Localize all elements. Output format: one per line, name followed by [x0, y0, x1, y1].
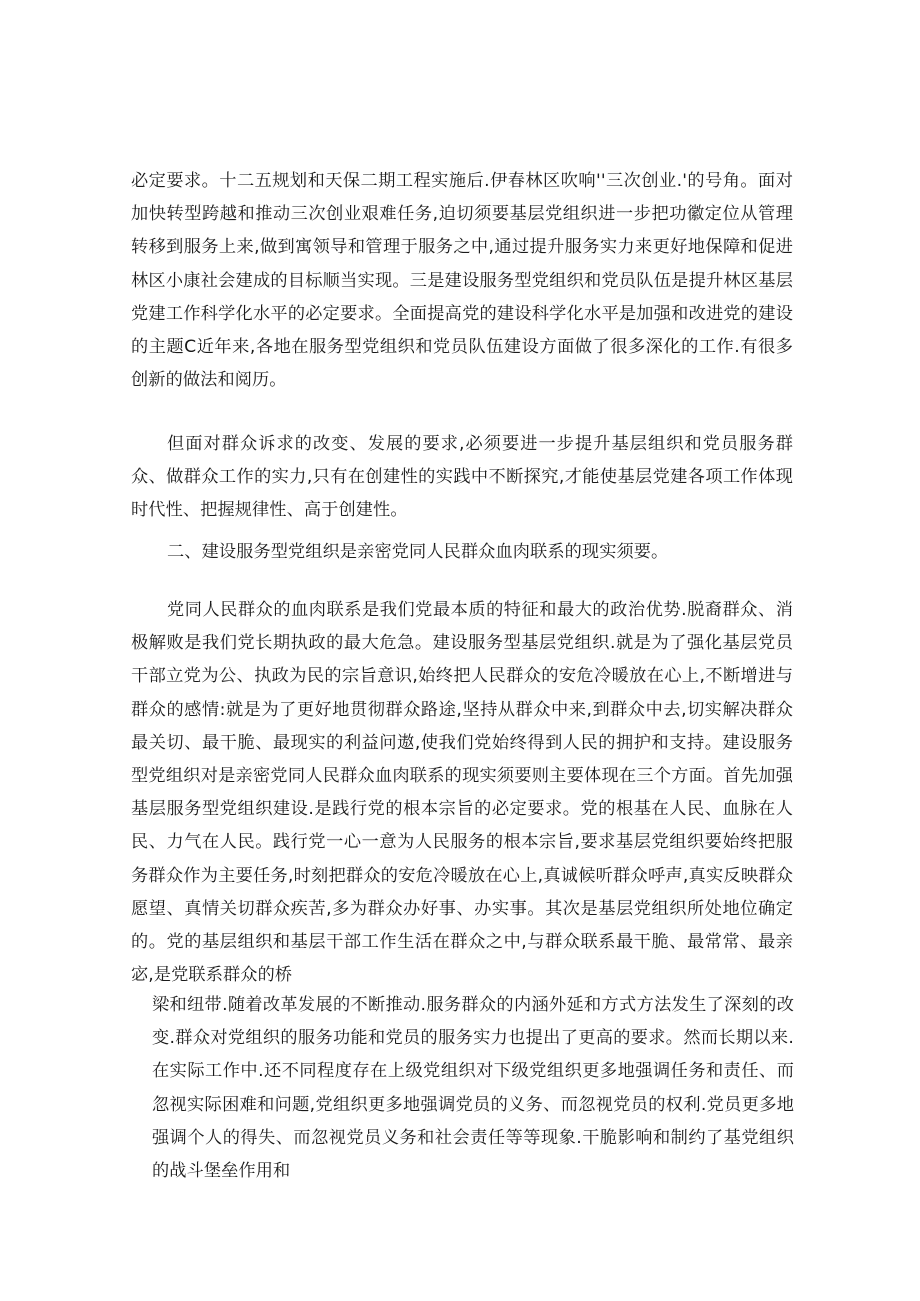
section-heading: 二、建设服务型党组织是亲密党同人民群众血肉联系的现实须要。 [167, 542, 669, 562]
paragraph-group-service: 但面对群众诉求的改变、发展的要求,必须要进一步提升基层组织和党员服务群众、做群众工作的实力,只有在创建性的实践中不断探究,才能使基层党建各项工作体现时代性、把握规律性、高于创建性。 [131, 434, 793, 521]
paragraph-continuation: 必定要求。十二五规划和天保二期工程实施后.伊春林区吹响''三次创业.'的号角。面对加快转型跨越和推动三次创业艰难任务,迫切须要基层党组织进一步把功徽定位从管理转移到服务上来,做到寓领导和管理于服务之中,通过提升服务实力来更好地保障和促进林区小康社会建成的目标顺当实现。三是建设服务型党组织和党员队伍是提升林区基层党建工作科学化水平的必定要求。全面提高党的建设科学化水平是加强和改进党的建设的主题C近年来,各地在服务型党组织和党员队伍建设方面做了很多深化的工作.有很多创新的做法和阅历。 [131, 171, 793, 391]
paragraph-party-people-link: 党同人民群众的血肉联系是我们党最本质的特征和最大的政治优势.脱裔群众、消极解败是我们党长期执政的最大危急。建设服务型基层党组织.就是为了强化基层党员干部立党为公、执政为民的宗旨意识,始终把人民群众的安危冷暖放在心上,不断增进与群众的感情:就是为了更好地贯彻群众路途,坚持从群众中来,到群众中去,切实解决群众最关切、最干脆、最现实的利益问遨,使我们党始终得到人民的拥护和支持。建设服务型党组织对是亲密党同人民群众血肉联系的现实须要则主要体现在三个方面。首先加强基层服务型党组织建设.是践行党的根本宗旨的必定要求。党的根基在人民、血脉在人民、力气在人民。践行党一心一意为人民服务的根本宗旨,要求基层党组织要始终把服务群众作为主要任务,时刻把群众的安危冷暖放在心上,真诚候听群众呼声,真实反映群众愿望、真情关切群众疾苦,多为群众办好事、办实事。其次是基层党组织所处地位确定的。党的基层组织和基层干部工作生活在群众之中,与群众联系最干脆、最常常、最亲宓,是党联系群众的桥 [131, 600, 793, 986]
paragraph-bridge-continuation: 梁和纽带.随着改革发展的不断推动.服务群众的内涵外延和方式方法发生了深刻的改变.群众对党组织的服务功能和党员的服务实力也提出了更高的要求。然而长期以来.在实际工作中.还不同程度存在上级党组织对下级党组织更多地强调任务和责任、而忽视实际困难和问题,党组织更多地强调党员的义务、而忽视党员的权利.党员更多地强调个人的得失、而忽视党员义务和社会责任等等现象.干脆影响和制约了基党组织的战斗堡垒作用和 [152, 995, 794, 1182]
